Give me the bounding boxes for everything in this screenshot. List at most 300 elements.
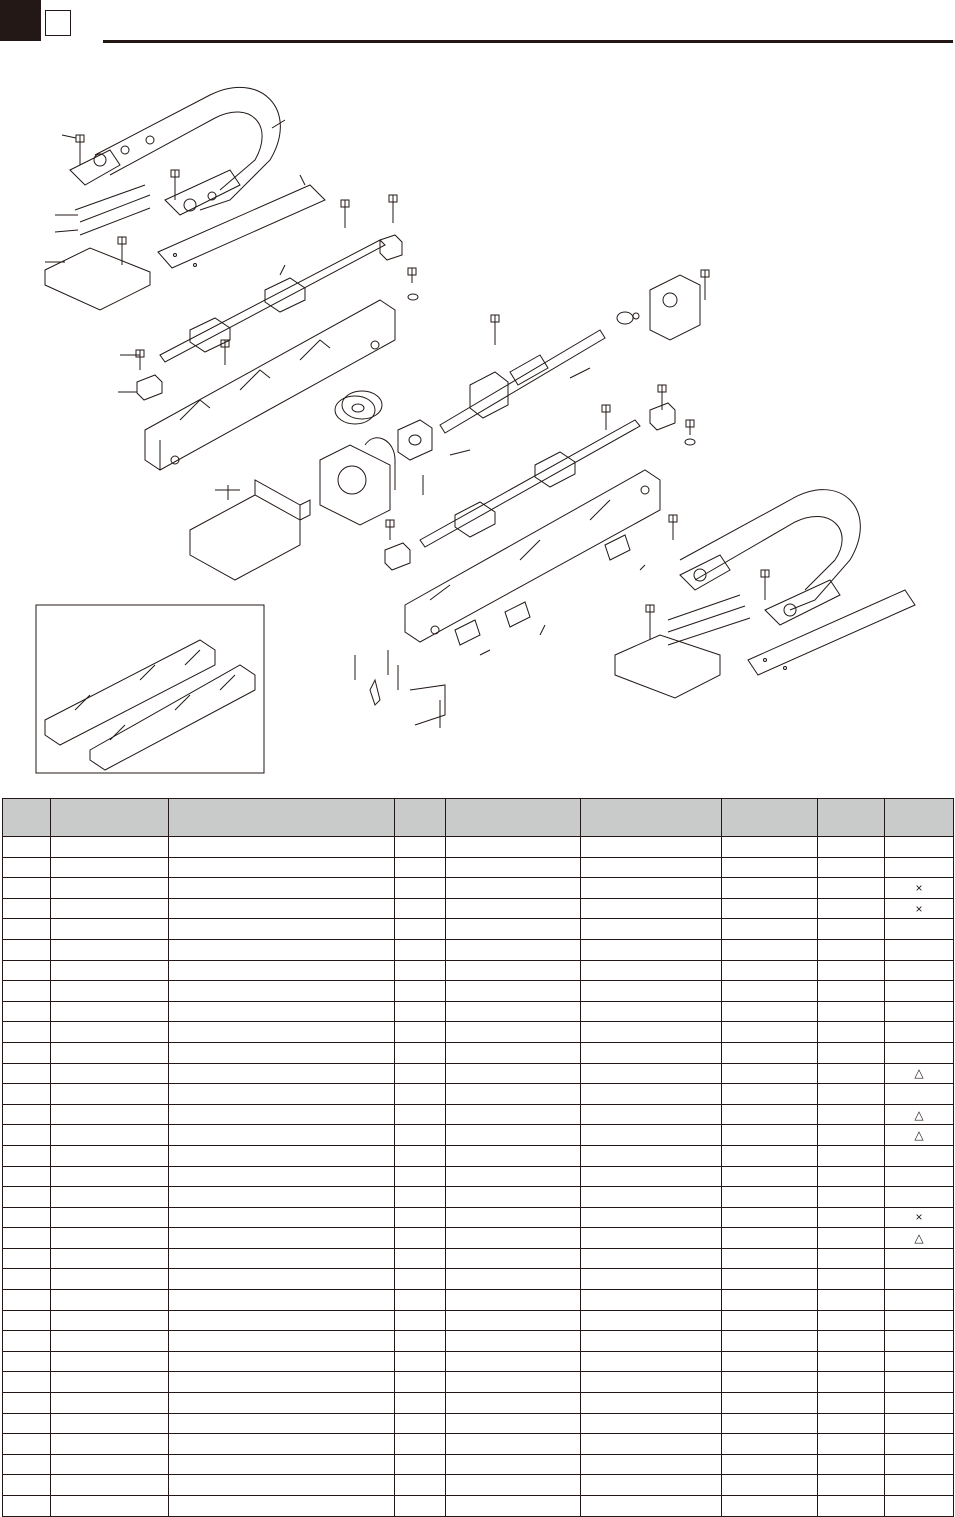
table-cell	[581, 1475, 722, 1496]
table-cell-mark	[885, 939, 954, 960]
table-row	[3, 1393, 954, 1414]
table-cell	[395, 878, 446, 899]
table-cell	[722, 919, 818, 940]
table-cell	[446, 1248, 581, 1269]
table-cell-mark	[885, 1290, 954, 1311]
table-cell	[169, 1228, 395, 1249]
table-cell	[395, 1269, 446, 1290]
table-cell-mark	[885, 1454, 954, 1475]
table-cell	[818, 1248, 885, 1269]
table-cell	[51, 1393, 169, 1414]
table-cell	[395, 919, 446, 940]
table-cell	[818, 837, 885, 858]
table-cell	[818, 1125, 885, 1146]
parts-list-table	[2, 798, 954, 1517]
table-cell	[169, 1269, 395, 1290]
table-cell	[3, 857, 51, 878]
column-header	[722, 799, 818, 837]
table-cell	[722, 837, 818, 858]
table-cell-mark	[885, 857, 954, 878]
table-cell	[51, 939, 169, 960]
table-cell	[581, 1393, 722, 1414]
table-cell	[3, 1496, 51, 1517]
table-cell	[51, 1413, 169, 1434]
table-cell	[395, 1248, 446, 1269]
table-cell	[169, 1084, 395, 1105]
table-cell	[581, 857, 722, 878]
table-cell	[51, 1372, 169, 1393]
table-cell	[3, 1454, 51, 1475]
table-cell	[446, 898, 581, 919]
table-cell	[3, 1269, 51, 1290]
table-cell	[395, 1351, 446, 1372]
table-cell	[169, 1351, 395, 1372]
table-cell	[395, 857, 446, 878]
table-cell	[818, 939, 885, 960]
table-cell-mark	[885, 1269, 954, 1290]
table-cell	[818, 1413, 885, 1434]
table-cell	[446, 1145, 581, 1166]
table-cell-mark	[885, 837, 954, 858]
table-cell	[722, 1496, 818, 1517]
table-cell	[3, 960, 51, 981]
table-cell	[818, 1331, 885, 1352]
table-cell	[818, 857, 885, 878]
exploded-parts-drawing	[0, 60, 955, 780]
table-cell	[722, 1001, 818, 1022]
table-cell	[818, 1145, 885, 1166]
table-cell	[51, 837, 169, 858]
table-cell	[446, 1187, 581, 1208]
table-cell	[722, 878, 818, 899]
table-row	[3, 1145, 954, 1166]
table-cell	[169, 1454, 395, 1475]
table-cell	[51, 1475, 169, 1496]
table-cell	[51, 1166, 169, 1187]
table-cell	[51, 1001, 169, 1022]
column-header	[51, 799, 169, 837]
table-row	[3, 837, 954, 858]
table-cell	[3, 1393, 51, 1414]
table-cell	[3, 1187, 51, 1208]
table-row	[3, 981, 954, 1002]
table-cell	[446, 1434, 581, 1455]
table-cell	[3, 1372, 51, 1393]
bolts-upper-left	[62, 120, 285, 265]
table-cell	[722, 1393, 818, 1414]
table-cell-mark	[885, 1310, 954, 1331]
table-cell	[395, 1001, 446, 1022]
table-cell	[581, 1310, 722, 1331]
table-cell	[395, 1310, 446, 1331]
table-cell	[395, 837, 446, 858]
slider-plate-upper-left	[45, 185, 150, 310]
table-cell-mark: △	[885, 1063, 954, 1084]
table-cell	[395, 1022, 446, 1043]
table-cell	[722, 1290, 818, 1311]
table-cell	[818, 898, 885, 919]
table-cell	[169, 878, 395, 899]
table-cell	[722, 857, 818, 878]
table-cell	[818, 1022, 885, 1043]
table-cell	[581, 1207, 722, 1228]
table-cell	[51, 1331, 169, 1352]
table-cell	[446, 1207, 581, 1228]
table-cell	[395, 1125, 446, 1146]
table-cell	[581, 939, 722, 960]
table-cell	[818, 1434, 885, 1455]
table-cell	[581, 1351, 722, 1372]
table-row	[3, 1310, 954, 1331]
table-cell	[395, 1475, 446, 1496]
table-cell	[446, 1372, 581, 1393]
table-cell-mark	[885, 1434, 954, 1455]
table-cell	[581, 1042, 722, 1063]
table-cell	[169, 1413, 395, 1434]
table-cell	[818, 960, 885, 981]
pulley	[335, 391, 382, 424]
cover-plate-upper	[158, 185, 325, 268]
table-cell	[51, 1125, 169, 1146]
table-cell	[818, 878, 885, 899]
table-cell	[3, 1084, 51, 1105]
table-cell	[3, 1413, 51, 1434]
table-cell	[581, 1022, 722, 1043]
table-cell-mark: △	[885, 1228, 954, 1249]
table-cell	[446, 1496, 581, 1517]
table-row	[3, 1248, 954, 1269]
table-cell	[722, 1084, 818, 1105]
table-row	[3, 1475, 954, 1496]
table-cell	[446, 857, 581, 878]
table-cell	[3, 1166, 51, 1187]
table-cell	[169, 1290, 395, 1311]
table-cell	[3, 878, 51, 899]
table-header-row	[3, 799, 954, 837]
table-cell	[169, 919, 395, 940]
table-row	[3, 1084, 954, 1105]
table-cell	[3, 919, 51, 940]
table-cell	[51, 878, 169, 899]
table-cell-mark	[885, 1022, 954, 1043]
table-cell	[169, 939, 395, 960]
column-header	[3, 799, 51, 837]
table-cell	[581, 1413, 722, 1434]
table-cell	[446, 837, 581, 858]
table-cell	[51, 1187, 169, 1208]
table-cell	[51, 960, 169, 981]
table-cell	[395, 1145, 446, 1166]
table-cell	[818, 1454, 885, 1475]
table-cell	[818, 1475, 885, 1496]
table-cell	[51, 1084, 169, 1105]
table-cell	[3, 1310, 51, 1331]
table-cell-mark	[885, 1187, 954, 1208]
table-cell	[51, 1310, 169, 1331]
table-cell	[395, 1290, 446, 1311]
table-cell	[395, 939, 446, 960]
linear-rail-left	[160, 175, 385, 362]
table-cell	[818, 919, 885, 940]
table-cell	[581, 1104, 722, 1125]
table-cell-mark	[885, 1372, 954, 1393]
table-cell	[3, 1001, 51, 1022]
table-row	[3, 1001, 954, 1022]
table-cell	[722, 1454, 818, 1475]
table-cell	[446, 1413, 581, 1434]
table-cell	[446, 1331, 581, 1352]
table-cell	[581, 1084, 722, 1105]
table-cell	[818, 1393, 885, 1414]
table-cell	[446, 1269, 581, 1290]
cover-plate-lower	[748, 590, 915, 675]
table-row	[3, 1104, 954, 1125]
table-cell	[446, 878, 581, 899]
table-cell	[581, 1228, 722, 1249]
table-cell	[446, 1475, 581, 1496]
base-frame-right	[405, 470, 660, 642]
table-cell	[169, 857, 395, 878]
table-cell	[722, 1475, 818, 1496]
column-header	[169, 799, 395, 837]
table-row	[3, 1022, 954, 1043]
table-cell	[169, 1187, 395, 1208]
table-cell-mark	[885, 1331, 954, 1352]
table-cell	[169, 1331, 395, 1352]
table-cell	[446, 1104, 581, 1125]
title-rule	[103, 40, 953, 43]
table-row	[3, 919, 954, 940]
table-cell	[581, 1125, 722, 1146]
table-row	[3, 1413, 954, 1434]
table-cell	[722, 960, 818, 981]
table-cell-mark	[885, 960, 954, 981]
section-corner-block	[0, 0, 41, 41]
table-cell	[818, 1166, 885, 1187]
table-cell-mark	[885, 1248, 954, 1269]
table-cell	[722, 1042, 818, 1063]
table-cell	[169, 1125, 395, 1146]
table-cell	[395, 1393, 446, 1414]
table-cell-mark: ×	[885, 878, 954, 899]
table-cell	[169, 1248, 395, 1269]
table-cell-mark	[885, 1413, 954, 1434]
table-cell	[169, 1063, 395, 1084]
table-cell	[169, 960, 395, 981]
table-cell	[818, 1063, 885, 1084]
table-cell	[169, 1310, 395, 1331]
table-cell	[169, 1001, 395, 1022]
table-cell	[446, 1228, 581, 1249]
table-cell-mark	[885, 981, 954, 1002]
table-cell	[446, 1290, 581, 1311]
table-cell	[169, 1207, 395, 1228]
table-cell-mark	[885, 1145, 954, 1166]
table-cell-mark	[885, 1166, 954, 1187]
table-cell	[3, 939, 51, 960]
table-cell	[818, 1269, 885, 1290]
table-cell	[3, 1434, 51, 1455]
table-cell	[446, 1351, 581, 1372]
table-cell	[446, 1063, 581, 1084]
table-row	[3, 1331, 954, 1352]
table-cell	[395, 1084, 446, 1105]
table-cell	[169, 1042, 395, 1063]
table-cell	[722, 1228, 818, 1249]
table-cell	[51, 1042, 169, 1063]
table-cell	[395, 1228, 446, 1249]
table-cell-mark	[885, 1475, 954, 1496]
table-row	[3, 1125, 954, 1146]
table-cell	[169, 1496, 395, 1517]
table-cell	[818, 1496, 885, 1517]
motor-bracket	[320, 438, 395, 525]
table-cell	[581, 878, 722, 899]
table-row	[3, 1207, 954, 1228]
table-cell	[395, 1454, 446, 1475]
table-row	[3, 878, 954, 899]
table-cell	[51, 1454, 169, 1475]
table-row	[3, 1372, 954, 1393]
table-cell	[722, 1331, 818, 1352]
table-cell-mark	[885, 1042, 954, 1063]
table-cell	[581, 1331, 722, 1352]
table-cell	[722, 1372, 818, 1393]
table-cell-mark	[885, 1393, 954, 1414]
column-header	[885, 799, 954, 837]
table-cell	[3, 1228, 51, 1249]
table-cell	[722, 1187, 818, 1208]
table-cell	[51, 1290, 169, 1311]
table-cell	[581, 1372, 722, 1393]
table-cell	[395, 981, 446, 1002]
table-cell	[169, 1104, 395, 1125]
table-cell	[722, 1207, 818, 1228]
table-cell	[51, 1022, 169, 1043]
table-cell	[818, 1084, 885, 1105]
motor	[190, 480, 310, 580]
table-cell	[722, 1125, 818, 1146]
column-header	[581, 799, 722, 837]
table-cell	[446, 1022, 581, 1043]
table-cell	[581, 981, 722, 1002]
table-cell-mark: △	[885, 1125, 954, 1146]
table-cell	[169, 1145, 395, 1166]
table-cell	[169, 837, 395, 858]
table-cell	[51, 1269, 169, 1290]
table-row	[3, 939, 954, 960]
table-cell	[169, 1022, 395, 1043]
table-cell	[818, 1228, 885, 1249]
table-cell	[722, 1166, 818, 1187]
table-cell	[395, 1496, 446, 1517]
table-row	[3, 1434, 954, 1455]
table-cell	[3, 837, 51, 858]
table-cell	[446, 1001, 581, 1022]
table-cell	[3, 1022, 51, 1043]
table-cell	[581, 1454, 722, 1475]
table-row	[3, 1351, 954, 1372]
table-cell	[446, 1084, 581, 1105]
table-row	[3, 1454, 954, 1475]
table-row	[3, 1042, 954, 1063]
table-cell	[3, 1351, 51, 1372]
table-cell-mark: ×	[885, 1207, 954, 1228]
table-cell	[395, 960, 446, 981]
table-cell	[51, 1207, 169, 1228]
table-cell	[3, 1104, 51, 1125]
table-cell	[581, 1269, 722, 1290]
base-frame-left	[145, 300, 395, 470]
table-cell	[395, 1063, 446, 1084]
table-cell	[581, 898, 722, 919]
table-cell	[581, 837, 722, 858]
table-row	[3, 1187, 954, 1208]
table-cell	[395, 1413, 446, 1434]
table-cell	[722, 1413, 818, 1434]
table-cell	[169, 1475, 395, 1496]
table-row	[3, 1290, 954, 1311]
table-cell	[395, 898, 446, 919]
table-cell	[818, 1001, 885, 1022]
table-cell	[51, 1063, 169, 1084]
table-row	[3, 1228, 954, 1249]
table-cell	[446, 919, 581, 940]
table-cell	[169, 898, 395, 919]
table-cell-mark	[885, 919, 954, 940]
table-cell	[818, 1187, 885, 1208]
table-cell	[3, 1248, 51, 1269]
table-cell	[446, 939, 581, 960]
table-cell	[818, 1310, 885, 1331]
table-cell	[581, 1187, 722, 1208]
table-cell	[51, 857, 169, 878]
table-cell	[169, 1372, 395, 1393]
table-cell	[3, 981, 51, 1002]
table-cell	[395, 1187, 446, 1208]
table-cell	[581, 1434, 722, 1455]
table-cell	[446, 1393, 581, 1414]
table-cell	[51, 1228, 169, 1249]
table-cell	[395, 1331, 446, 1352]
table-cell	[722, 1310, 818, 1331]
table-cell	[722, 1022, 818, 1043]
table-cell	[169, 981, 395, 1002]
table-cell	[818, 1372, 885, 1393]
table-cell	[3, 1042, 51, 1063]
table-cell	[581, 1001, 722, 1022]
linear-rail-right	[420, 420, 640, 547]
table-cell	[3, 1290, 51, 1311]
table-cell	[581, 1290, 722, 1311]
table-cell	[51, 1248, 169, 1269]
table-cell	[446, 1454, 581, 1475]
table-cell-mark: △	[885, 1104, 954, 1125]
table-cell	[722, 1434, 818, 1455]
blocks-right	[385, 385, 695, 570]
inset-base-frames	[36, 605, 264, 773]
table-cell	[446, 1125, 581, 1146]
table-cell	[818, 1290, 885, 1311]
column-header	[446, 799, 581, 837]
cable-carrier-lower	[680, 490, 860, 625]
table-cell	[3, 1125, 51, 1146]
table-cell-mark: ×	[885, 898, 954, 919]
table-cell	[581, 960, 722, 981]
table-cell	[395, 1434, 446, 1455]
table-cell	[581, 1496, 722, 1517]
table-cell	[446, 1166, 581, 1187]
